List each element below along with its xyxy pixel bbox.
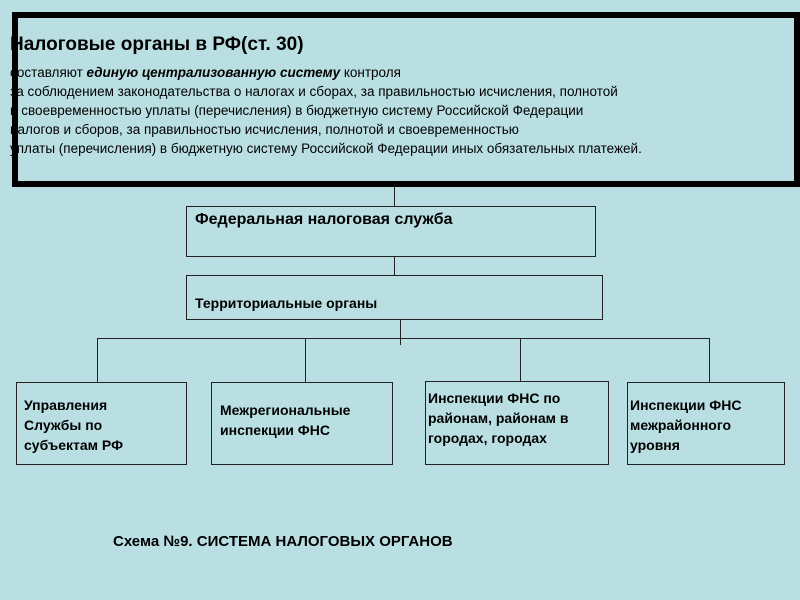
- connector-to-regional-offices: [97, 338, 98, 382]
- fns-node: [186, 206, 596, 257]
- territorial-node: [186, 275, 603, 320]
- fns-label: Федеральная налоговая служба: [195, 211, 453, 228]
- interdistrict-label: Инспекции ФНС межрайонного уровня: [630, 397, 742, 453]
- definition-line-1-prefix: составляют: [10, 65, 87, 80]
- connector-top-to-fns: [394, 187, 395, 206]
- definition-emphasis: единую централизованную систему: [86, 65, 341, 80]
- connector-to-interregional: [305, 338, 306, 382]
- regional-offices-label: Управления Службы по субъектам РФ: [24, 397, 124, 453]
- definition-line-3: и своевременностью уплаты (перечисления) в бюджетную систему Российской Федерации: [10, 103, 584, 118]
- definition-line-5: уплаты (перечисления) в бюджетную систему Российской Федерации иных обязательных платежей.: [10, 141, 642, 156]
- connector-to-interdistrict: [709, 338, 710, 382]
- diagram-title: Налоговые органы в РФ(ст. 30): [10, 34, 304, 55]
- regional-offices-node: [16, 382, 187, 465]
- definition-line-1: [10, 63, 401, 82]
- connector-horizontal-bus: [97, 338, 710, 339]
- district-label: Инспекции ФНС по районам, районам в городах, городах: [428, 390, 569, 446]
- diagram-caption: Схема №9. СИСТЕМА НАЛОГОВЫХ ОРГАНОВ: [113, 533, 453, 550]
- territorial-label: Территориальные органы: [195, 295, 378, 311]
- definition-line-4: налогов и сборов, за правильностью исчисления, полнотой и своевременностью: [10, 122, 519, 137]
- connector-fns-to-territorial: [394, 256, 395, 275]
- interregional-node: [211, 382, 393, 465]
- interregional-label: Межрегиональные инспекции ФНС: [220, 402, 351, 438]
- district-node: [425, 381, 609, 465]
- definition-line-1-suffix: контроля: [340, 65, 401, 80]
- interdistrict-node: [627, 382, 785, 465]
- definition-line-2: за соблюдением законодательства о налогах и сборах, за правильностью исчисления, полнотой: [10, 84, 618, 99]
- connector-territorial-down: [400, 319, 401, 345]
- connector-to-district: [520, 338, 521, 382]
